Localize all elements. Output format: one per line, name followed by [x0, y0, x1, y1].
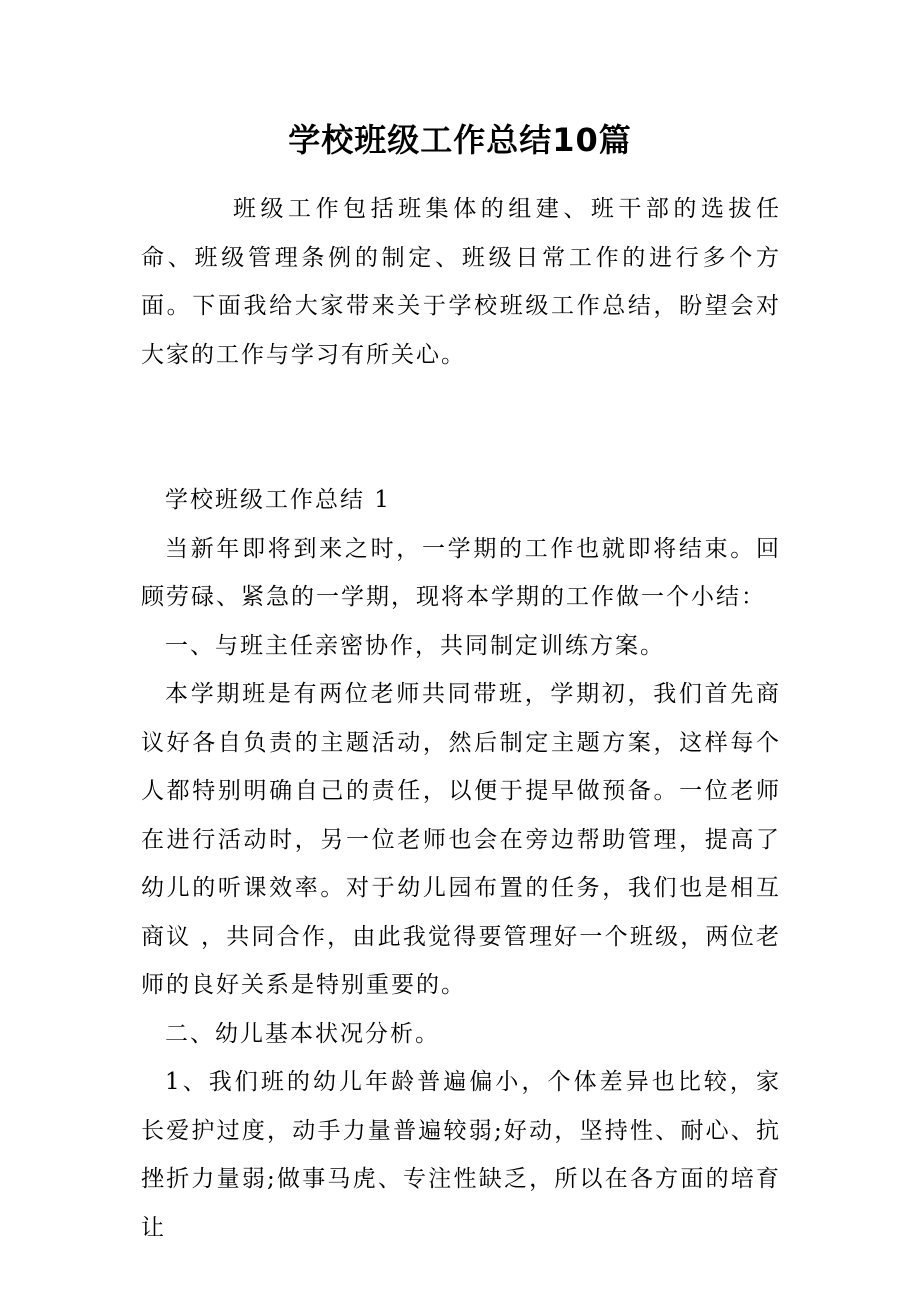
- body-paragraph: 一、与班主任亲密协作，共同制定训练方案。: [165, 632, 665, 659]
- intro-paragraph: 班级工作包括班集体的组建、班干部的选拔任命、班级管理条例的制定、班级日常工作的进行多个方面。下面我给大家带来关于学校班级工作总结，盼望会对大家的工作与学习有所关心。: [141, 196, 781, 368]
- body-paragraph: 二、幼儿基本状况分析。: [165, 1020, 440, 1047]
- document-title: 学校班级工作总结10篇: [288, 121, 632, 159]
- document-body: [141, 185, 781, 1252]
- section-spacer: [141, 379, 781, 476]
- body-paragraph: 当新年即将到来之时，一学期的工作也就即将结束。回顾劳碌、紧急的一学期，现将本学期的工作做一个小结：: [141, 535, 781, 610]
- body-paragraph: 本学期班是有两位老师共同带班，学期初，我们首先商议好各自负责的主题活动，然后制定主题方案，这样每个人都特别明确自己的责任，以便于提早做预备。一位老师在进行活动时，另一位老师也会在旁边帮助管理，提高了幼儿的听课效率。对于幼儿园布置的任务，我们也是相互商议 ，共同合作，由此我觉得要管理好一个班级，两位老师的良好关系是特别重要的。: [141, 681, 781, 998]
- body-paragraph: 1、我们班的幼儿年龄普遍偏小，个体差异也比较，家长爱护过度，动手力量普遍较弱;好动，坚持性、耐心、抗挫折力量弱;做事马虎、专注性缺乏，所以在各方面的培育让: [141, 1069, 781, 1241]
- section-heading: 学校班级工作总结 1: [165, 487, 391, 513]
